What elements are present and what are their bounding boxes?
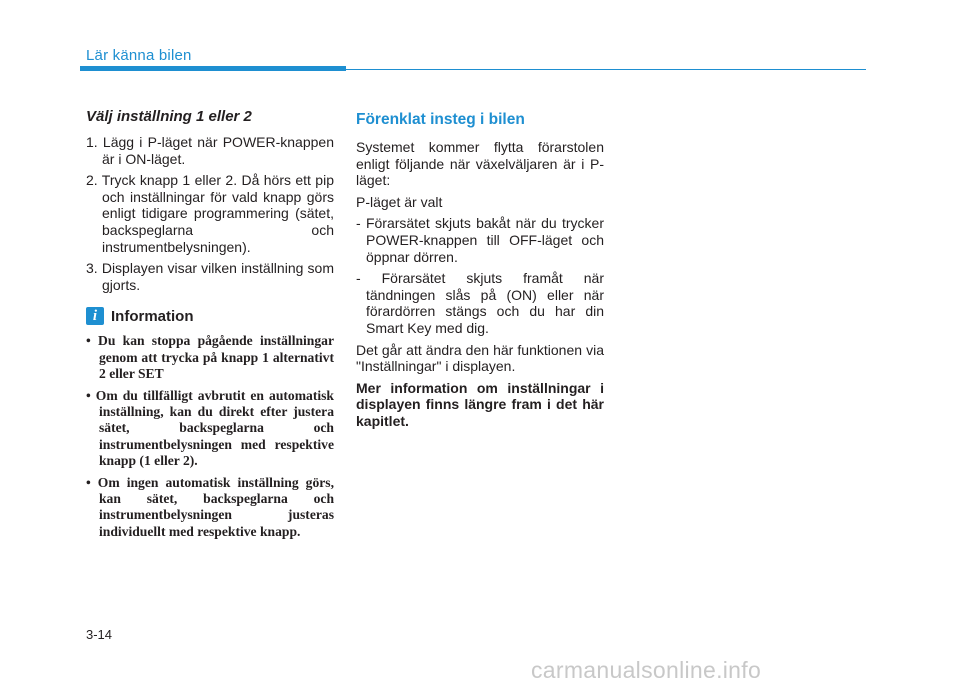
list-item: • Du kan stoppa pågående inställningar genom att trycka på knapp 1 alternativt 2 eller SET xyxy=(86,333,334,382)
list-item: 2. Tryck knapp 1 eller 2. Då hörs ett pip och inställningar för vald knapp görs enligt tidigare programmering (sätet, backspeglarna och instrumentbelysningen). xyxy=(86,172,334,255)
intro-paragraph: Systemet kommer flytta förarstolen enligt följande när växelväljaren är i P-läget: xyxy=(356,139,604,189)
steps-list xyxy=(86,134,334,293)
header-rule xyxy=(346,69,866,70)
subsection-heading: Välj inställning 1 eller 2 xyxy=(86,108,252,125)
section-heading: Förenklat insteg i bilen xyxy=(356,111,525,128)
info-icon: i xyxy=(86,307,104,325)
watermark: carmanualsonline.info xyxy=(531,657,762,683)
condition-paragraph: P-läget är valt xyxy=(356,193,443,210)
info-title: Information xyxy=(111,307,194,325)
info-bullets xyxy=(86,333,334,540)
left-column xyxy=(86,108,334,545)
list-item: 1. Lägg i P-läget när POWER-knappen är i ON-läget. xyxy=(86,134,334,167)
section-header-title: Lär känna bilen xyxy=(86,47,192,64)
right-column xyxy=(356,108,604,435)
page-number: 3-14 xyxy=(86,627,113,642)
info-box-header xyxy=(86,307,334,325)
header-accent-bar xyxy=(80,66,346,71)
list-item: • Om du tillfälligt avbrutit en automatisk inställning, kan du direkt efter justera sätet, backspeglarna och instrumentbelysningen med respektive knapp (1 eller 2). xyxy=(86,387,334,469)
list-item: - Förarsätet skjuts bakåt när du trycker POWER-knappen till OFF-läget och öppnar dörren. xyxy=(356,215,604,265)
list-item: • Om ingen automatisk inställning görs, kan sätet, backspeglarna och instrumentbelysningen justeras individuellt med respektive knapp. xyxy=(86,474,334,539)
bold-note-paragraph: Mer information om inställningar i displayen finns längre fram i det här kapitlet. xyxy=(356,379,604,429)
note-paragraph: Det går att ändra den här funktionen via "Inställningar" i displayen. xyxy=(356,341,604,375)
seat-behaviour-list xyxy=(356,215,604,336)
list-item: 3. Displayen visar vilken inställning som gjorts. xyxy=(86,260,334,293)
list-item: - Förarsätet skjuts framåt när tändningen slås på (ON) eller när förardörren stängs och du har din Smart Key med dig. xyxy=(356,270,604,336)
